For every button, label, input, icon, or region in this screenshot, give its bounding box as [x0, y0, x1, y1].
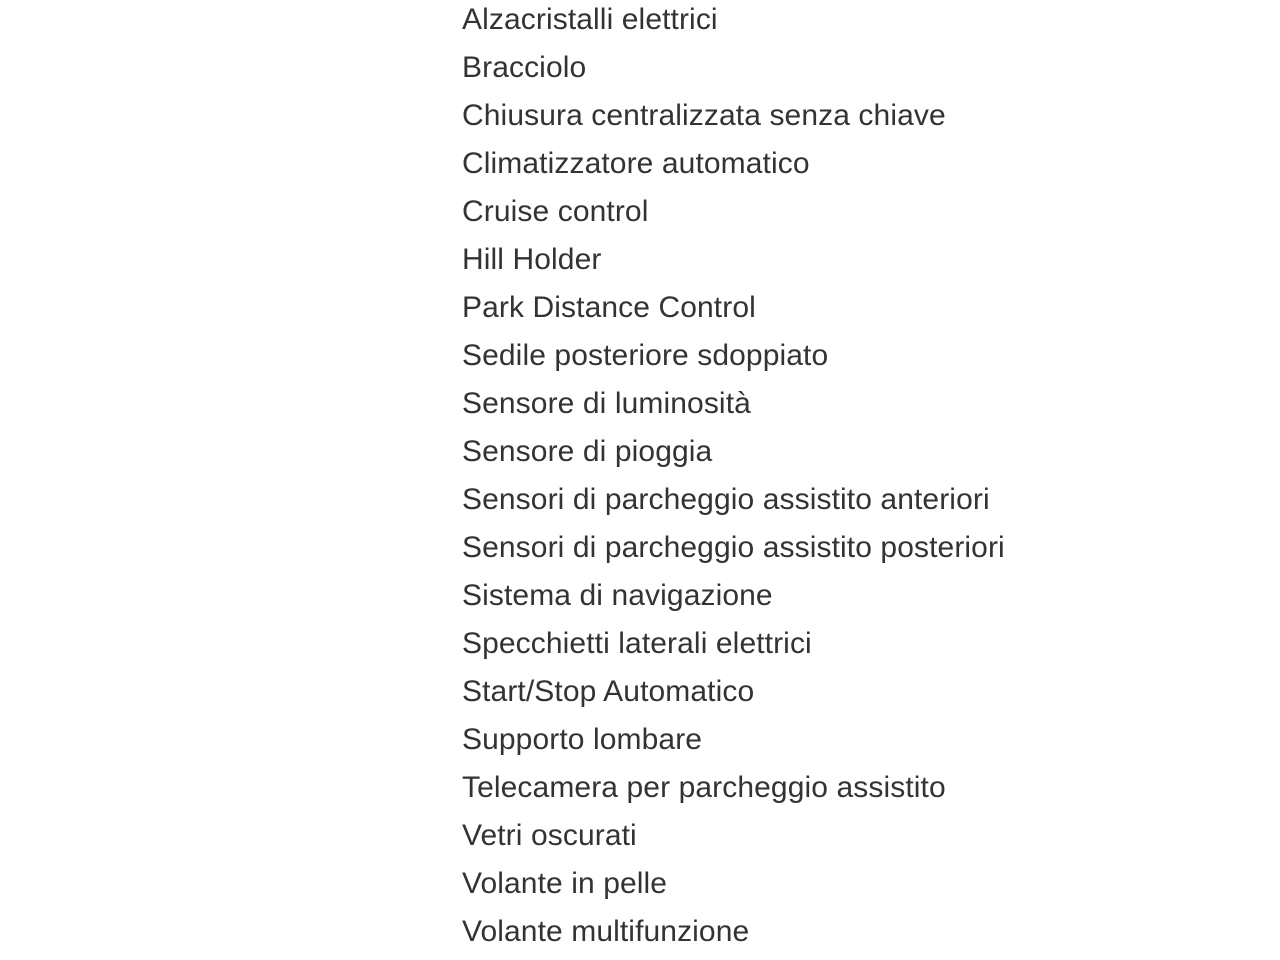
list-item: Telecamera per parcheggio assistito [462, 771, 946, 804]
list-item: Bracciolo [462, 51, 587, 84]
list-item: Sensore di luminosità [462, 387, 751, 420]
list-item: Chiusura centralizzata senza chiave [462, 99, 946, 132]
list-item: Climatizzatore automatico [462, 147, 810, 180]
list-item: Sensori di parcheggio assistito anteriori [462, 483, 990, 516]
list-item: Hill Holder [462, 243, 602, 276]
list-item: Vetri oscurati [462, 819, 637, 852]
list-item: Sensori di parcheggio assistito posteriori [462, 531, 1005, 564]
list-item: Supporto lombare [462, 723, 703, 756]
list-item: Specchietti laterali elettrici [462, 627, 812, 660]
list-item: Volante multifunzione [462, 915, 750, 948]
list-item: Volante in pelle [462, 867, 668, 900]
list-item: Alzacristalli elettrici [462, 3, 718, 36]
feature-list [462, 0, 1005, 956]
list-item: Start/Stop Automatico [462, 675, 755, 708]
list-item: Park Distance Control [462, 291, 756, 324]
list-item: Sedile posteriore sdoppiato [462, 339, 829, 372]
list-item: Cruise control [462, 195, 649, 228]
list-item: Sensore di pioggia [462, 435, 713, 468]
list-item: Sistema di navigazione [462, 579, 773, 612]
